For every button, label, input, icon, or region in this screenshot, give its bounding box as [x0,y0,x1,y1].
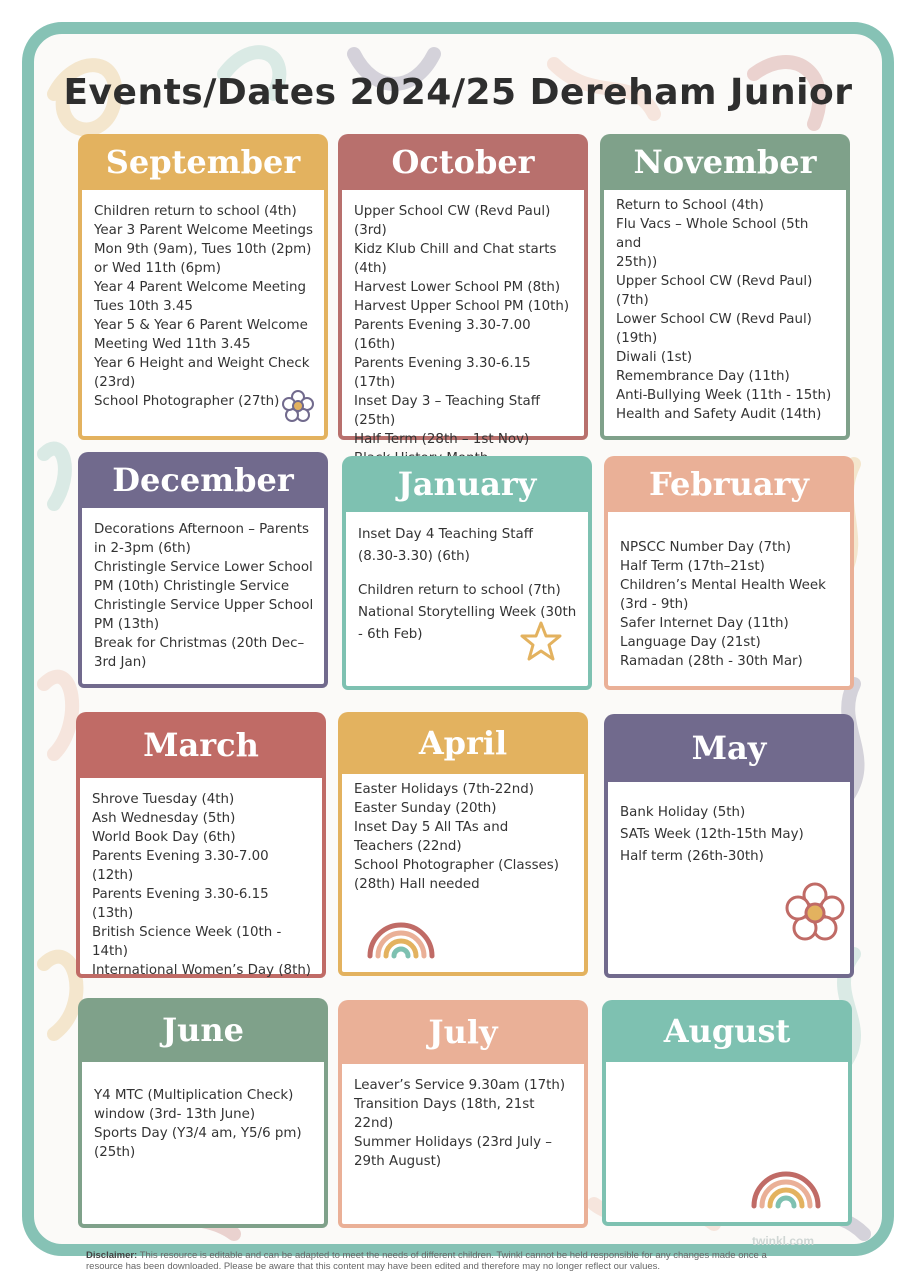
event-line: Shrove Tuesday (4th) [92,792,235,807]
event-line: Christingle Service Upper School [94,598,314,613]
month-card-may [604,714,854,978]
event-spacer [358,568,578,580]
event-line: 29th August) [354,1154,442,1169]
event-line: World Book Day (6th) [92,830,236,845]
month-card-july [338,1000,588,1228]
event-line: Upper School CW (Revd Paul) [354,204,551,219]
page-frame [22,22,894,1256]
event-line: Ramadan (28th - 30th Mar) [620,654,803,669]
event-line: 3rd Jan) [94,655,147,670]
event-line: PM (10th) Christingle Service [94,579,290,594]
event-line: in 2-3pm (6th) [94,541,191,556]
event-line: Year 4 Parent Welcome Meeting [94,280,306,295]
disclaimer-label: Disclaimer: [86,1250,138,1261]
month-card-january [342,456,592,690]
event-line: Children’s Mental Health Week [620,578,826,593]
month-events [338,1064,588,1228]
month-header: April [338,712,588,774]
event-line: Teachers (22nd) [354,839,462,854]
event-line: Inset Day 5 All TAs and [354,820,509,835]
event-line: (25th) [94,1145,136,1160]
event-line: or Wed 11th (6pm) [94,261,221,276]
month-header: August [602,1000,852,1062]
event-line: Year 3 Parent Welcome Meetings [94,223,313,238]
event-line: Health and Safety Audit (14th) [616,407,822,422]
event-line: Remembrance Day (11th) [616,369,790,384]
event-line: Mon 9th (9am), Tues 10th (2pm) [94,242,312,257]
event-line: Language Day (21st) [620,635,761,650]
event-line: Transition Days (18th, 21st 22nd) [354,1097,535,1131]
month-header: December [78,452,328,508]
month-card-february [604,456,854,690]
event-line: Inset Day 4 Teaching Staff [358,527,533,542]
event-line: Half term (26th-30th) [620,849,764,864]
month-header: October [338,134,588,190]
event-line: PM (13th) [94,617,160,632]
event-line: (7th) [616,293,649,308]
event-line: Parents Evening 3.30-7.00 (16th) [354,318,531,352]
event-line: 25th)) [616,255,658,270]
event-line: - 6th Feb) [358,627,423,642]
event-line: Children return to school (7th) [358,583,561,598]
month-card-october [338,134,588,447]
month-events [602,1062,852,1226]
event-line: (8.30-3.30) (6th) [358,549,470,564]
brand-logo: twinkl.com [752,1234,815,1248]
event-line: Inset Day 3 – Teaching Staff [354,394,540,409]
month-header: November [600,134,850,190]
event-line: Kidz Klub Chill and Chat starts [354,242,557,257]
month-header: May [604,714,854,782]
event-line: Year 6 Height and Weight Check [94,356,310,371]
event-line: Half Term (17th–21st) [620,559,765,574]
event-line: Bank Holiday (5th) [620,805,746,820]
event-line: NPSCC Number Day (7th) [620,540,791,555]
month-events [604,782,854,978]
month-events [604,512,854,690]
event-line: (19th) [616,331,658,346]
event-line: Parents Evening 3.30-6.15 (17th) [354,356,531,390]
month-card-june [78,998,328,1228]
event-line: Ash Wednesday (5th) [92,811,236,826]
event-line: Easter Holidays (7th-22nd) [354,782,535,797]
disclaimer [86,1250,806,1272]
month-events [342,512,592,690]
month-header: January [342,456,592,512]
event-line: Leaver’s Service 9.30am (17th) [354,1078,566,1093]
month-header: February [604,456,854,512]
event-line: Easter Sunday (20th) [354,801,497,816]
disclaimer-text: This resource is editable and can be adapted to meet the needs of different children. Twinkl cannot be held responsible for any changes made once a resource has been downloaded. Please be aware that this content may have been edited and therefore may no longer reflect our values. [86,1250,767,1272]
event-line: Meeting Wed 11th 3.45 [94,337,251,352]
month-events [78,1062,328,1228]
event-line: Upper School CW (Revd Paul) [616,274,813,289]
month-card-march [76,712,326,978]
event-line: Parents Evening 3.30-7.00 (12th) [92,849,269,883]
event-line: Sports Day (Y3/4 am, Y5/6 pm) [94,1126,302,1141]
event-line: (23rd) [94,375,136,390]
event-line: Safer Internet Day (11th) [620,616,789,631]
event-line: Diwali (1st) [616,350,693,365]
event-line: Christingle Service Lower School [94,560,313,575]
month-events [338,190,588,447]
event-line: (28th) Hall needed [354,877,480,892]
event-line: Anti-Bullying Week (11th - 15th) [616,388,832,403]
event-line: British Science Week (10th - 14th) [92,925,282,959]
month-card-september [78,134,328,440]
month-events [78,508,328,688]
month-events [338,774,588,976]
month-events [76,778,326,978]
event-line: SATs Week (12th-15th May) [620,827,804,842]
event-line: Y4 MTC (Multiplication Check) [94,1088,294,1103]
month-card-november [600,134,850,440]
month-card-december [78,452,328,688]
flower-icon [784,882,846,944]
event-line: (3rd) [354,223,387,238]
page-title: Events/Dates 2024/25 Dereham Junior [63,72,853,113]
month-card-april [338,712,588,976]
month-header: September [78,134,328,190]
event-line: (4th) [354,261,387,276]
rainbow-icon [748,1150,824,1210]
event-line: National Storytelling Week (30th [358,605,577,620]
month-header: July [338,1000,588,1064]
flower-icon [282,390,314,422]
event-line: Return to School (4th) [616,198,764,213]
event-line: Flu Vacs – Whole School (5th and [616,217,809,251]
event-line: Break for Christmas (20th Dec– [94,636,305,651]
month-card-august [602,1000,852,1226]
event-line: International Women’s Day (8th) [92,963,312,978]
event-line: Harvest Upper School PM (10th) [354,299,570,314]
event-line: Children return to school (4th) [94,204,297,219]
event-line: Year 5 & Year 6 Parent Welcome [94,318,308,333]
rainbow-icon [364,900,438,960]
event-line: School Photographer (Classes) [354,858,559,873]
event-line: School Photographer (27th) [94,394,280,409]
event-line: Harvest Lower School PM (8th) [354,280,561,295]
month-events [600,190,850,440]
month-events [78,190,328,440]
event-line: (25th) [354,413,396,428]
star-icon [518,620,564,662]
event-line: Half Term (28th – 1st Nov) [354,432,530,447]
event-line: Tues 10th 3.45 [94,299,193,314]
event-line: Parents Evening 3.30-6.15 (13th) [92,887,269,921]
event-line: Summer Holidays (23rd July – [354,1135,552,1150]
month-header: March [76,712,326,778]
event-line: Decorations Afternoon – Parents [94,522,310,537]
event-line: (3rd - 9th) [620,597,689,612]
month-header: June [78,998,328,1062]
event-line: window (3rd- 13th June) [94,1107,256,1122]
event-line: Lower School CW (Revd Paul) [616,312,812,327]
